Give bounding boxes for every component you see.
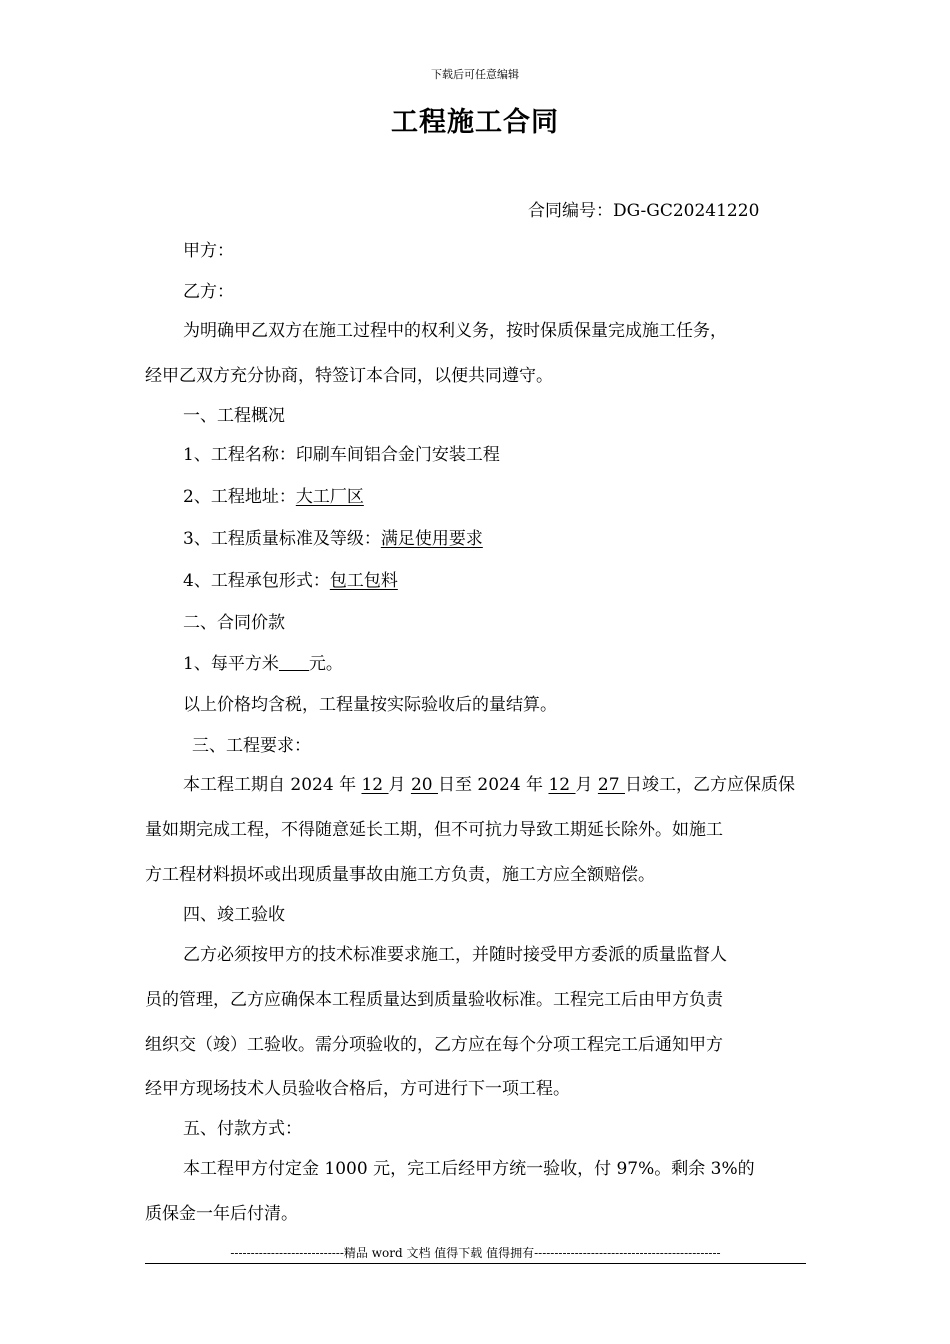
- party-b-label: 乙方：: [183, 282, 234, 302]
- schedule-text-b: 月: [388, 775, 411, 795]
- acceptance-line-3: 组织交（竣）工验收。需分项验收的，乙方应在每个分项工程完工后通知甲方: [145, 1035, 723, 1055]
- party-a-label: 甲方：: [183, 241, 234, 261]
- section-5-heading: 五、付款方式：: [183, 1119, 302, 1139]
- quality-standard-value: 满足使用要求: [380, 529, 483, 549]
- footer-note: ----------------------------精品 word 文档 值得下载 值得拥有----------------------------------------------: [230, 1246, 721, 1260]
- schedule-line-2: 量如期完成工程，不得随意延长工期，但不可抗力导致工期延长除外。如施工: [145, 820, 723, 840]
- header-note: 下载后可任意编辑: [431, 68, 519, 81]
- intro-line-2: 经甲乙双方充分协商，特签订本合同，以便共同遵守。: [145, 366, 553, 386]
- schedule-text-c: 日至 2024 年: [437, 775, 549, 795]
- document-title: 工程施工合同: [391, 107, 559, 138]
- price-per-sqm-pre: 1、每平方米: [183, 654, 279, 674]
- contract-form-value: 包工包料: [329, 571, 398, 591]
- price-blank: [279, 652, 309, 671]
- footer-divider: [145, 1263, 806, 1264]
- section-4-heading: 四、竣工验收: [183, 905, 285, 925]
- schedule-line-3: 方工程材料损坏或出现质量事故由施工方负责，施工方应全额赔偿。: [145, 865, 655, 885]
- price-note: 以上价格均含税，工程量按实际验收后的量结算。: [183, 695, 557, 715]
- project-address: [183, 486, 364, 508]
- contract-form-label: 4、工程承包形式：: [183, 571, 330, 591]
- payment-line-2: 质保金一年后付清。: [145, 1204, 298, 1224]
- section-1-heading: 一、工程概况: [183, 406, 285, 426]
- start-month: 12: [361, 775, 389, 795]
- project-address-label: 2、工程地址：: [183, 487, 296, 507]
- schedule-text-e: 月: [575, 775, 598, 795]
- schedule-line-1: [183, 774, 795, 796]
- price-per-sqm: [183, 652, 343, 675]
- contract-form: [183, 570, 398, 592]
- project-name: 1、工程名称：印刷车间铝合金门安装工程: [183, 445, 500, 465]
- quality-standard-label: 3、工程质量标准及等级：: [183, 529, 381, 549]
- schedule-text-f: 日竣工，乙方应保质保: [624, 775, 795, 795]
- end-day: 27: [597, 775, 625, 795]
- payment-line-1: 本工程甲方付定金 1000 元，完工后经甲方统一验收，付 97%。剩余 3%的: [183, 1159, 755, 1179]
- intro-line-1: 为明确甲乙双方在施工过程中的权利义务，按时保质保量完成施工任务，: [183, 321, 727, 341]
- project-address-value: 大工厂区: [295, 487, 364, 507]
- acceptance-line-1: 乙方必须按甲方的技术标准要求施工，并随时接受甲方委派的质量监督人: [183, 945, 727, 965]
- section-3-heading: 三、工程要求：: [192, 736, 311, 756]
- end-month: 12: [548, 775, 576, 795]
- acceptance-line-4: 经甲方现场技术人员验收合格后，方可进行下一项工程。: [145, 1079, 570, 1099]
- quality-standard: [183, 528, 483, 550]
- price-per-sqm-post: 元。: [308, 654, 343, 674]
- section-2-heading: 二、合同价款: [183, 613, 285, 633]
- contract-number: 合同编号：DG-GC20241220: [528, 201, 760, 221]
- acceptance-line-2: 员的管理，乙方应确保本工程质量达到质量验收标准。工程完工后由甲方负责: [145, 990, 723, 1010]
- schedule-text-a: 本工程工期自 2024 年: [183, 775, 362, 795]
- start-day: 20: [410, 775, 438, 795]
